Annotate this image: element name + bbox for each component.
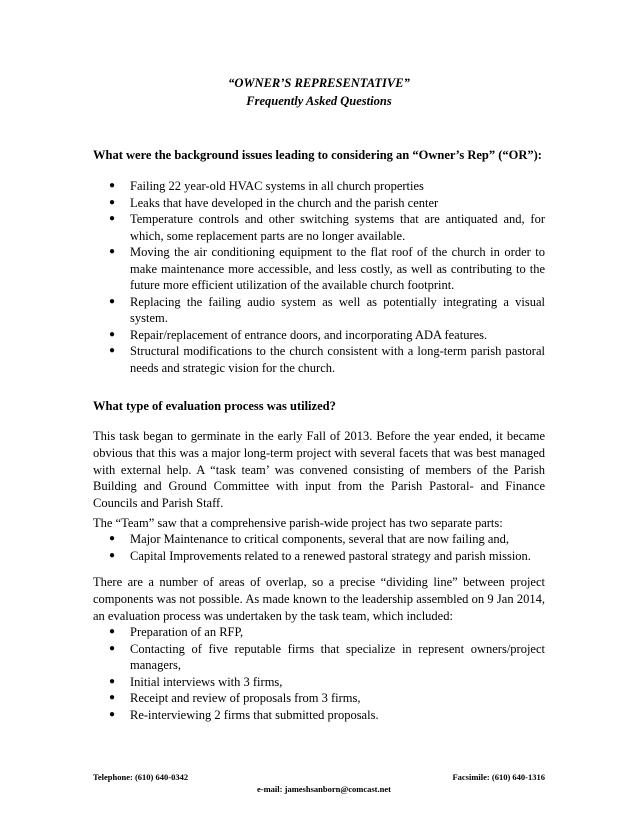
list-item: ● Moving the air conditioning equipment to the flat roof of the church in order to make maintenance more accessible, and less costly, as well as contributing to the future more efficient utilization of the available church footprint. [109,245,545,292]
footer-telephone: Telephone: (610) 640-0342 [93,772,189,782]
bullet-icon: ● [109,692,116,703]
bullet-icon: ● [109,708,116,720]
bullet-icon: ● [109,246,116,257]
bullet-icon: ● [109,196,116,208]
list-item: ● Structural modifications to the church consistent with a long-term parish pastoral needs and strategic vision for the church. [109,344,545,375]
list-item: ● Leaks that have developed in the church and the parish center [109,195,439,210]
list-item: ● Replacing the failing audio system as well as potentially integrating a visual system. [109,294,545,325]
list-item: ● Re-interviewing 2 firms that submitted proposals. [109,707,379,722]
bullet-icon: ● [109,180,116,191]
bullet-icon: ● [109,642,116,654]
bullet-icon: ● [109,213,116,224]
section2-heading: What type of evaluation process was utilized? [93,399,336,413]
evaluation-paragraph-2: The “Team” saw that a comprehensive parish-wide project has two separate parts: [93,516,503,530]
evaluation-paragraph-3: There are a number of areas of overlap, so a precise “dividing line” between project components was not possible. As made known to the leadership assembled on 9 Jan 2014, an evaluation process was undertaken by the task team, which included: [93,575,545,623]
list-item: ● Capital Improvements related to a renewed pastoral strategy and parish mission. [109,548,531,563]
list-item: ● Receipt and review of proposals from 3 firms, [109,691,361,705]
document-title: “OWNER’S REPRESENTATIVE” [228,76,410,90]
list-item: ● Preparation of an RFP, [109,625,244,639]
list-item: ● Repair/replacement of entrance doors, and incorporating ADA features. [109,327,488,342]
project-parts-list [93,531,545,564]
bullet-icon: ● [109,328,116,340]
evaluation-steps-list [93,624,545,723]
title-block [0,74,638,110]
evaluation-paragraph-1: This task began to germinate in the early Fall of 2013. Before the year ended, it became obvious that this was a major long-term project with several facets that was best managed with external help. A “task team’ was convened consisting of members of the Parish Building and Ground Committee with input from the Parish Pastoral- and Finance Councils and Parish Staff. [93,429,545,511]
document-subtitle: Frequently Asked Questions [246,94,392,108]
footer-email: e-mail: jameshsanborn@comcast.net [257,784,391,794]
list-item: ● Temperature controls and other switching systems that are antiquated and, for which, some replacement parts are no longer available. [109,212,545,243]
bullet-icon: ● [109,533,116,544]
bullet-icon: ● [109,549,116,561]
footer-facsimile: Facsimile: (610) 640-1316 [452,772,545,782]
page-footer [93,771,545,795]
bullet-icon: ● [109,345,116,356]
bullet-icon: ● [109,626,116,637]
list-item: ● Initial interviews with 3 firms, [109,674,283,689]
list-item: ● Contacting of five reputable firms that specialize in represent owners/project managers, [109,641,545,672]
bullet-icon: ● [109,295,116,307]
list-item: ● Failing 22 year-old HVAC systems in all church properties [109,179,424,193]
list-item: ● Major Maintenance to critical components, several that are now failing and, [109,532,510,546]
bullet-icon: ● [109,675,116,687]
background-issues-list [93,178,545,376]
section1-heading: What were the background issues leading to considering an “Owner’s Rep” (“OR”): [93,148,542,162]
